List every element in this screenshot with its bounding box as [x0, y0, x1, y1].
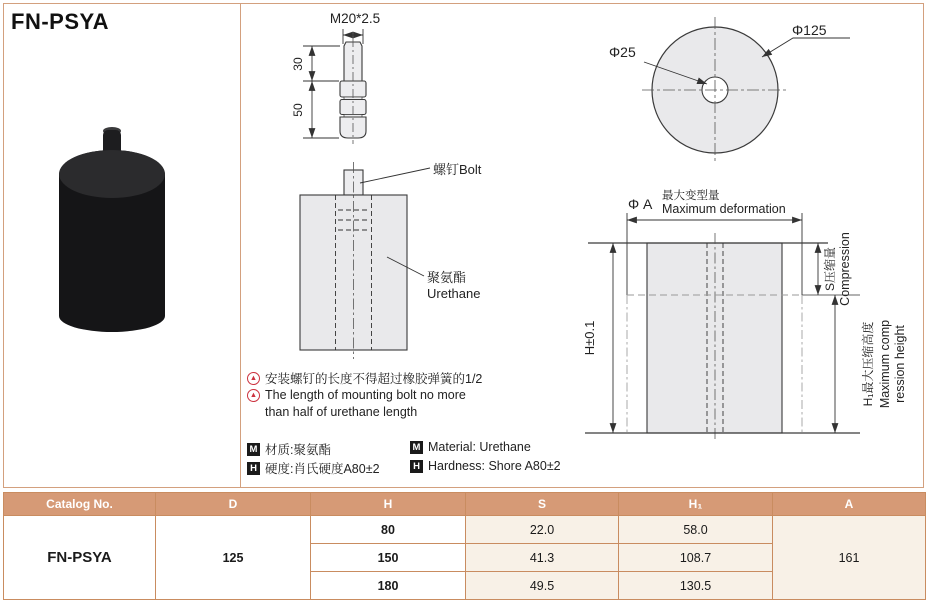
cell-s-value: 22.0: [466, 516, 619, 544]
warning-note-en: [247, 388, 466, 402]
compression-label-cn: S压缩量: [823, 246, 837, 292]
hole-diameter-label: Φ25: [609, 44, 636, 60]
max-comp-height-en2: ression height: [893, 325, 907, 403]
urethane-section-shape: [647, 243, 782, 433]
panel-divider: [240, 4, 241, 487]
warning-icon: ▲: [247, 372, 260, 385]
bolt-callout-label: 螺钉Bolt: [433, 162, 482, 177]
outer-leader-line: [762, 38, 850, 57]
hardness-badge-icon: H: [247, 462, 260, 475]
thread-spec-label: M20*2.5: [329, 11, 381, 26]
col-header-a: A: [773, 493, 926, 516]
hardness-text-cn: 硬度:肖氏硬度A80±2: [265, 462, 380, 476]
max-comp-height-en1: Maximum comp: [878, 319, 892, 409]
hardness-text-en: Hardness: Shore A80±2: [428, 459, 561, 473]
col-header-s: S: [466, 493, 619, 516]
cell-s-value: 49.5: [466, 572, 619, 600]
spec-material-cn: [247, 440, 331, 458]
section-view-drawing: [578, 183, 923, 455]
max-comp-height-cn: H₁最大压缩高度: [861, 321, 875, 407]
table-header-row: [4, 493, 926, 516]
col-header-h: H: [311, 493, 466, 516]
dim-50-label: 50: [291, 103, 305, 117]
cell-h-value: 180: [311, 572, 466, 600]
cell-a-value: 161: [773, 516, 926, 600]
hardness-badge-icon: H: [410, 460, 423, 473]
material-badge-icon: M: [247, 443, 260, 456]
cell-h1-value: 58.0: [619, 516, 773, 544]
material-text-cn: 材质:聚氨酯: [265, 443, 331, 457]
height-tolerance-label: H±0.1: [582, 320, 597, 356]
cell-catalog-no: FN-PSYA: [4, 516, 156, 600]
warning-text-en-line2: than half of urethane length: [265, 405, 418, 419]
urethane-callout-en: Urethane: [427, 286, 481, 301]
cell-d-value: 125: [156, 516, 311, 600]
warning-note-cn: [247, 369, 482, 387]
warning-note-en-cont: [265, 405, 417, 419]
warning-text-en-line1: The length of mounting bolt no more: [265, 388, 466, 402]
bolt-detail-drawing: [285, 8, 415, 156]
dimension-table: [3, 492, 926, 600]
table-row: [4, 516, 926, 544]
col-header-catalog-no: Catalog No.: [4, 493, 156, 516]
material-text-en: Material: Urethane: [428, 440, 531, 454]
material-badge-icon: M: [410, 441, 423, 454]
col-header-h1: H₁: [619, 493, 773, 516]
cell-h-value: 80: [311, 516, 466, 544]
assembly-view-drawing: [290, 158, 505, 363]
outer-diameter-label: Φ125: [792, 22, 827, 38]
cell-h1-value: 108.7: [619, 544, 773, 572]
cell-h1-value: 130.5: [619, 572, 773, 600]
warning-icon: ▲: [247, 389, 260, 402]
compression-label-en: Compression: [838, 232, 852, 306]
cell-s-value: 41.3: [466, 544, 619, 572]
top-view-drawing: [600, 5, 925, 175]
col-header-d: D: [156, 493, 311, 516]
spec-material-en: [410, 440, 531, 454]
phi-a-label: Φ A: [628, 196, 653, 212]
dim-30-label: 30: [291, 57, 305, 71]
warning-text-cn: 安装螺钉的长度不得超过橡胶弹簧的1/2: [265, 372, 483, 386]
spec-hardness-cn: [247, 459, 380, 477]
max-deformation-en: Maximum deformation: [662, 202, 786, 216]
cell-h-value: 150: [311, 544, 466, 572]
page-title: FN-PSYA: [11, 9, 110, 34]
urethane-callout-cn: 聚氨酯: [427, 270, 467, 285]
spec-hardness-en: [410, 459, 561, 473]
product-cylinder-top-face: [59, 150, 165, 198]
product-photo: [59, 122, 165, 334]
max-deformation-cn: 最大变型量: [662, 190, 720, 202]
